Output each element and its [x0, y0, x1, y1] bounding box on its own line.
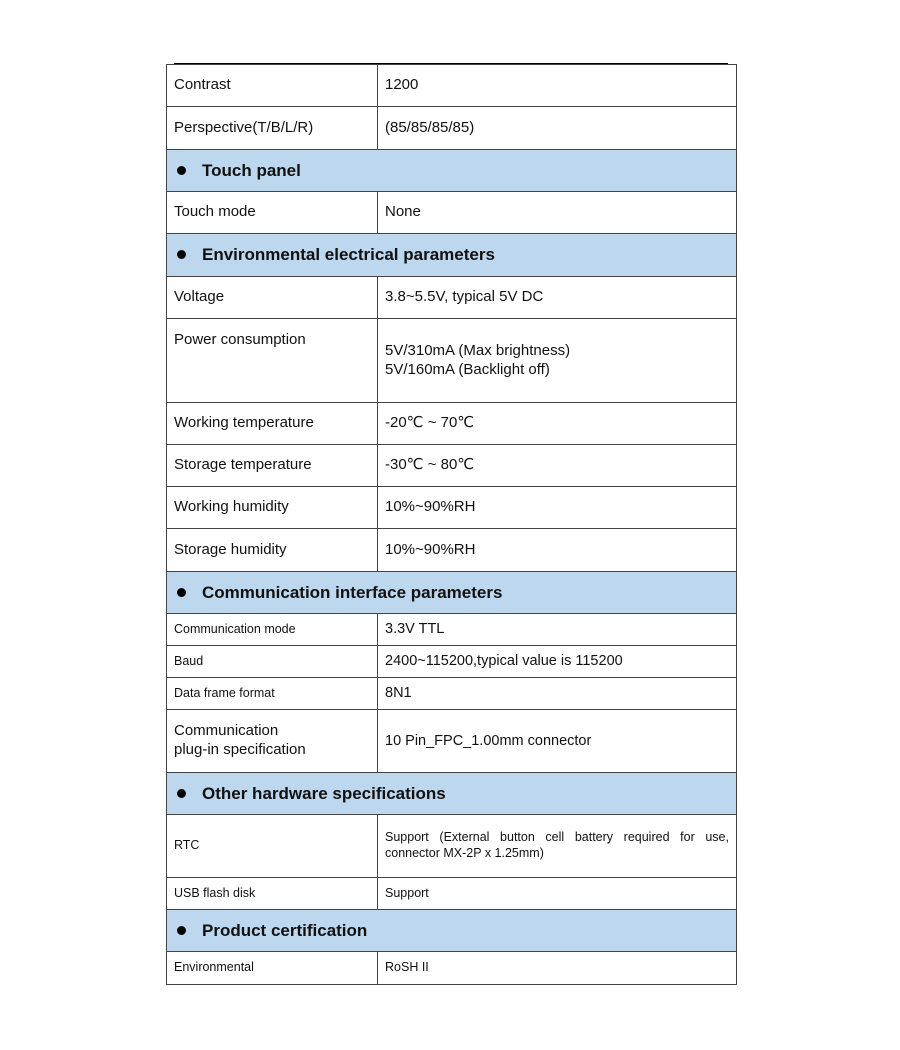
row-label: Working temperature [167, 403, 378, 445]
table-row [167, 614, 737, 646]
row-label: Storage humidity [167, 529, 378, 572]
bullet-icon [177, 588, 186, 597]
row-label: Storage temperature [167, 445, 378, 487]
row-label: Contrast [167, 65, 378, 107]
section-header [167, 773, 737, 815]
bullet-icon [177, 789, 186, 798]
row-label: Touch mode [167, 192, 378, 234]
section-header [167, 234, 737, 277]
row-value: -20℃ ~ 70℃ [378, 403, 737, 445]
row-value: None [378, 192, 737, 234]
row-label [167, 710, 378, 773]
table-row [167, 319, 737, 403]
section-header [167, 150, 737, 192]
table-row [167, 878, 737, 910]
table-row [167, 403, 737, 445]
row-value: 1200 [378, 65, 737, 107]
row-label: Communication mode [167, 614, 378, 646]
table-row [167, 815, 737, 878]
bullet-icon [177, 250, 186, 259]
table-row [167, 529, 737, 572]
table-row [167, 646, 737, 678]
row-label-line: plug-in specification [174, 741, 306, 758]
table-row [167, 710, 737, 773]
row-value: 10%~90%RH [378, 529, 737, 572]
table-row [167, 107, 737, 150]
row-value: RoSH II [378, 952, 737, 985]
row-value: 10%~90%RH [378, 487, 737, 529]
table-row [167, 192, 737, 234]
row-label: Baud [167, 646, 378, 678]
section-title: Other hardware specifications [202, 783, 446, 803]
row-value [378, 815, 737, 878]
row-label: Environmental [167, 952, 378, 985]
row-value: (85/85/85/85) [378, 107, 737, 150]
row-value-line: Support (External button cell battery required for use, [385, 830, 729, 845]
table-row [167, 277, 737, 319]
row-value-line: 5V/310mA (Max brightness) [385, 341, 571, 359]
spec-table [166, 64, 737, 985]
row-value: 3.8~5.5V, typical 5V DC [378, 277, 737, 319]
bullet-icon [177, 166, 186, 175]
row-value: Support [378, 878, 737, 910]
row-label: RTC [167, 815, 378, 878]
section-title: Product certification [202, 920, 368, 940]
section-title: Environmental electrical parameters [202, 245, 495, 265]
row-value [378, 319, 737, 403]
section-title: Communication interface parameters [202, 582, 503, 602]
table-row [167, 487, 737, 529]
row-label: Voltage [167, 277, 378, 319]
row-value: 2400~115200,typical value is 115200 [378, 646, 737, 678]
row-label: Perspective(T/B/L/R) [167, 107, 378, 150]
row-label: Data frame format [167, 678, 378, 710]
section-header [167, 910, 737, 952]
row-value-line: 5V/160mA (Backlight off) [385, 360, 550, 378]
section-title: Touch panel [202, 160, 301, 180]
row-value: 10 Pin_FPC_1.00mm connector [378, 710, 737, 773]
bullet-icon [177, 926, 186, 935]
row-value: 8N1 [378, 678, 737, 710]
row-value: -30℃ ~ 80℃ [378, 445, 737, 487]
table-row [167, 952, 737, 985]
row-label-line: Communication [174, 722, 279, 740]
row-label: USB flash disk [167, 878, 378, 910]
row-value: 3.3V TTL [378, 614, 737, 646]
row-value-line: connector MX-2P x 1.25mm) [385, 846, 544, 860]
row-label: Power consumption [167, 319, 378, 403]
row-label: Working humidity [167, 487, 378, 529]
table-row [167, 65, 737, 107]
section-header [167, 572, 737, 614]
table-row [167, 678, 737, 710]
table-row [167, 445, 737, 487]
